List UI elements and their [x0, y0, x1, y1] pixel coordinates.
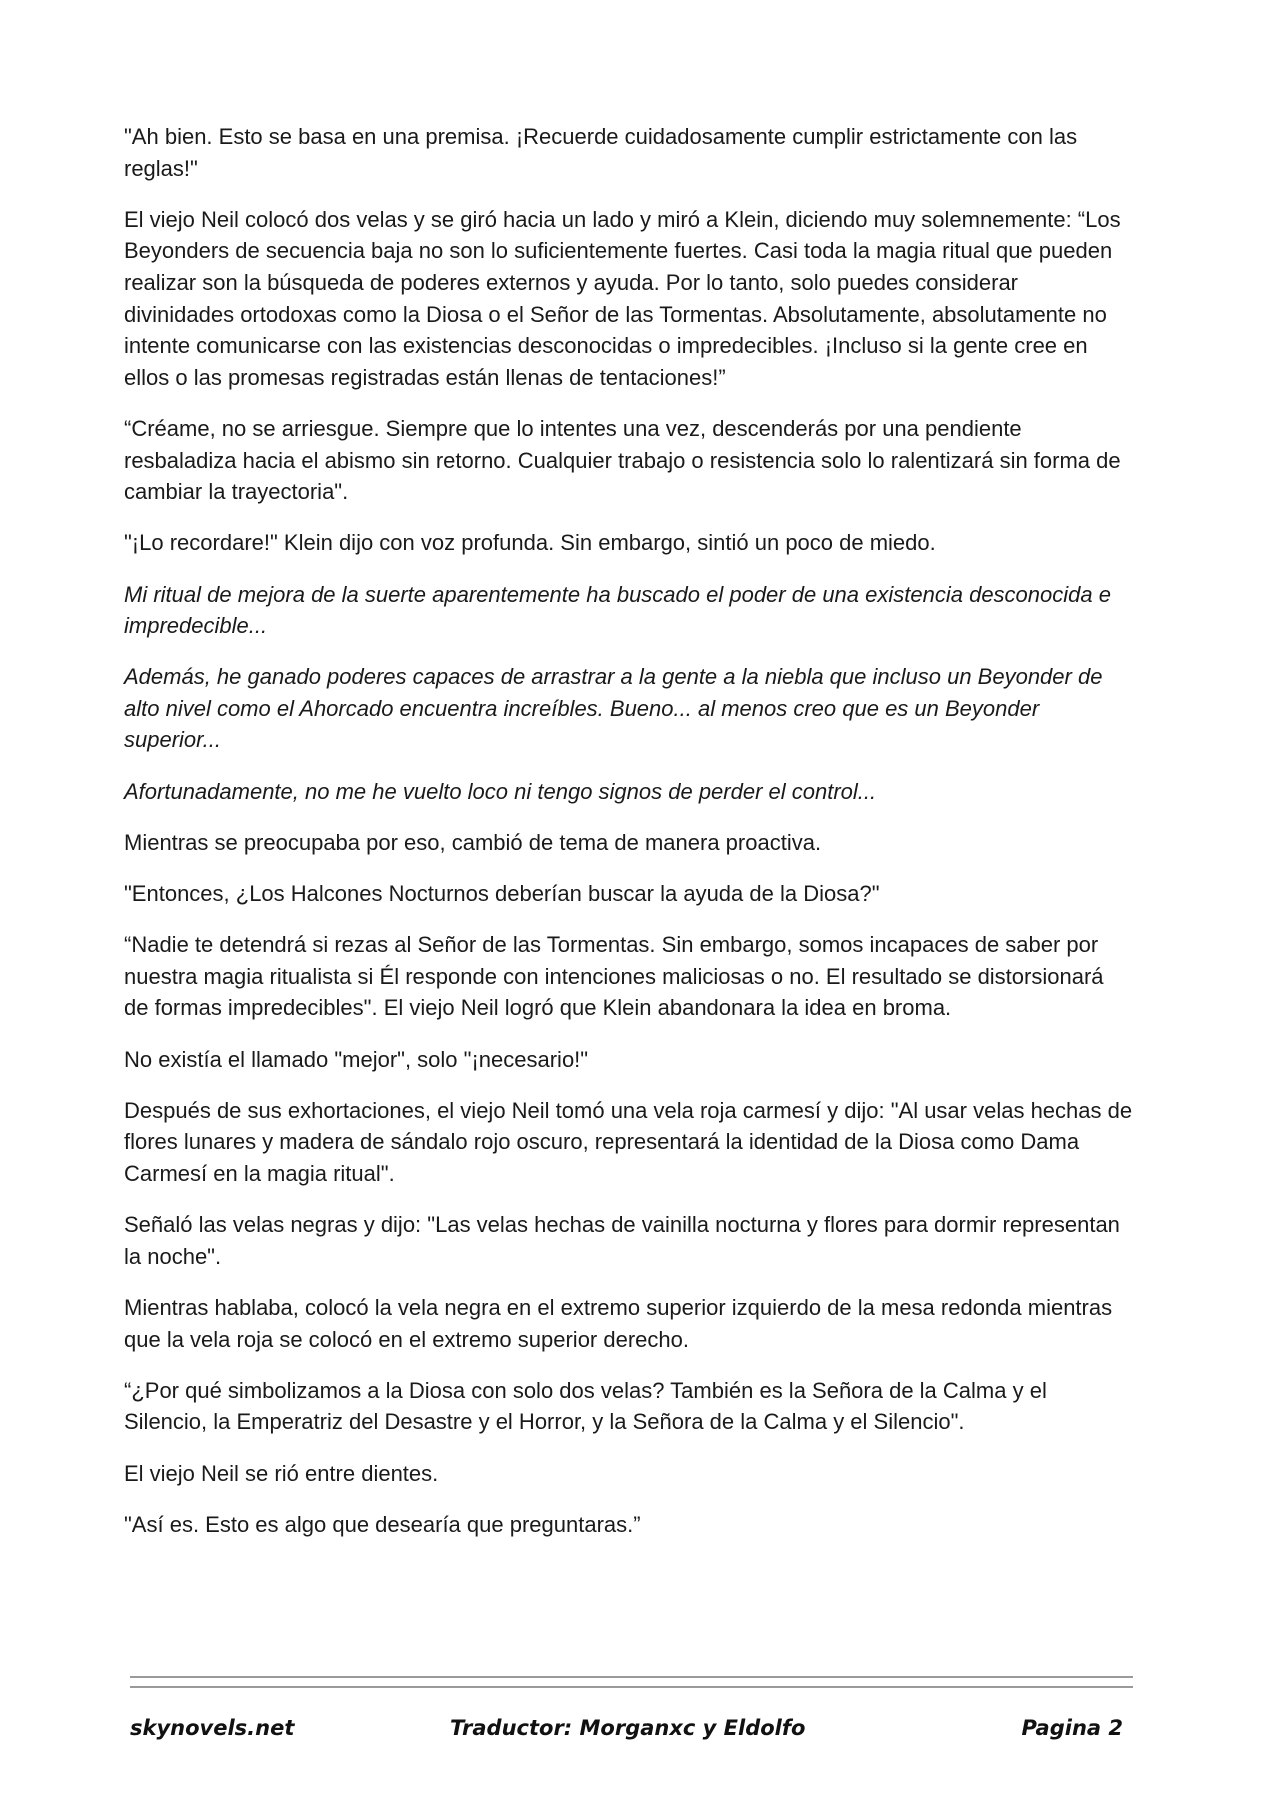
footer-translator: Traductor: Morganxc y Eldolfo — [450, 1716, 806, 1740]
page-footer — [130, 1716, 1133, 1752]
paragraph: El viejo Neil colocó dos velas y se giró hacia un lado y miró a Klein, diciendo muy solemnemente: “Los Beyonders de secuencia baja no son lo suficientemente fuertes. Casi toda la magia ritual que pueden realizar son la búsqueda de poderes externos y ayuda. Por lo tanto, solo puedes considerar divinidades ortodoxas como la Diosa o el Señor de las Tormentas. Absolutamente, absolutamente no intente comunicarse con las existencias desconocidas o impredecibles. ¡Incluso si la gente cree en ellos o las promesas registradas están llenas de tentaciones!” — [124, 206, 1121, 390]
paragraph: Mientras se preocupaba por eso, cambió de tema de manera proactiva. — [124, 829, 822, 855]
paragraph: Mi ritual de mejora de la suerte aparentemente ha buscado el poder de una existencia desconocida e impredecible... — [124, 581, 1111, 639]
paragraph: "Entonces, ¿Los Halcones Nocturnos deberían buscar la ayuda de la Diosa?" — [124, 881, 880, 907]
footer-page-number: Pagina 2 — [1021, 1716, 1123, 1740]
footer-site: skynovels.net — [130, 1716, 295, 1740]
paragraph: "Así es. Esto es algo que desearía que preguntaras.” — [124, 1511, 641, 1537]
paragraph: El viejo Neil se rió entre dientes. — [124, 1460, 439, 1486]
paragraph: “Nadie te detendrá si rezas al Señor de las Tormentas. Sin embargo, somos incapaces de saber por nuestra magia ritualista si Él responde con intenciones maliciosas o no. El resultado se distorsionará de formas impredecibles". El viejo Neil logró que Klein abandonara la idea en broma. — [124, 932, 1104, 1021]
paragraph: Mientras hablaba, colocó la vela negra en el extremo superior izquierdo de la mesa redonda mientras que la vela roja se colocó en el extremo superior derecho. — [124, 1294, 1113, 1352]
paragraph: “Créame, no se arriesgue. Siempre que lo intentes una vez, descenderás por una pendiente resbaladiza hacia el abismo sin retorno. Cualquier trabajo o resistencia solo lo ralentizará sin forma de cambiar la trayectoria". — [124, 415, 1121, 505]
body-text — [124, 121, 1134, 1560]
paragraph: "Ah bien. Esto se basa en una premisa. ¡Recuerde cuidadosamente cumplir estrictamente con las reglas!" — [124, 124, 1078, 181]
paragraph: Después de sus exhortaciones, el viejo Neil tomó una vela roja carmesí y dijo: "Al usar velas hechas de flores lunares y madera de sándalo rojo oscuro, representará la identidad de la Diosa como Dama Carmesí en la magia ritual". — [124, 1097, 1133, 1186]
footer-rule-top — [130, 1676, 1133, 1678]
paragraph: Afortunadamente, no me he vuelto loco ni tengo signos de perder el control... — [124, 778, 877, 804]
paragraph: “¿Por qué simbolizamos a la Diosa con solo dos velas? También es la Señora de la Calma y el Silencio, la Emperatriz del Desastre y el Horror, y la Señora de la Calma y el Silencio". — [124, 1377, 1047, 1435]
footer-rule-bottom — [130, 1686, 1133, 1688]
paragraph: Además, he ganado poderes capaces de arrastrar a la gente a la niebla que incluso un Beyonder de alto nivel como el Ahorcado encuentra increíbles. Bueno... al menos creo que es un Beyonder superior... — [124, 664, 1103, 753]
paragraph: No existía el llamado "mejor", solo "¡necesario!" — [124, 1046, 589, 1072]
paragraph: Señaló las velas negras y dijo: "Las velas hechas de vainilla nocturna y flores para dormir representan la noche". — [124, 1212, 1120, 1269]
paragraph: "¡Lo recordare!" Klein dijo con voz profunda. Sin embargo, sintió un poco de miedo. — [124, 530, 936, 556]
